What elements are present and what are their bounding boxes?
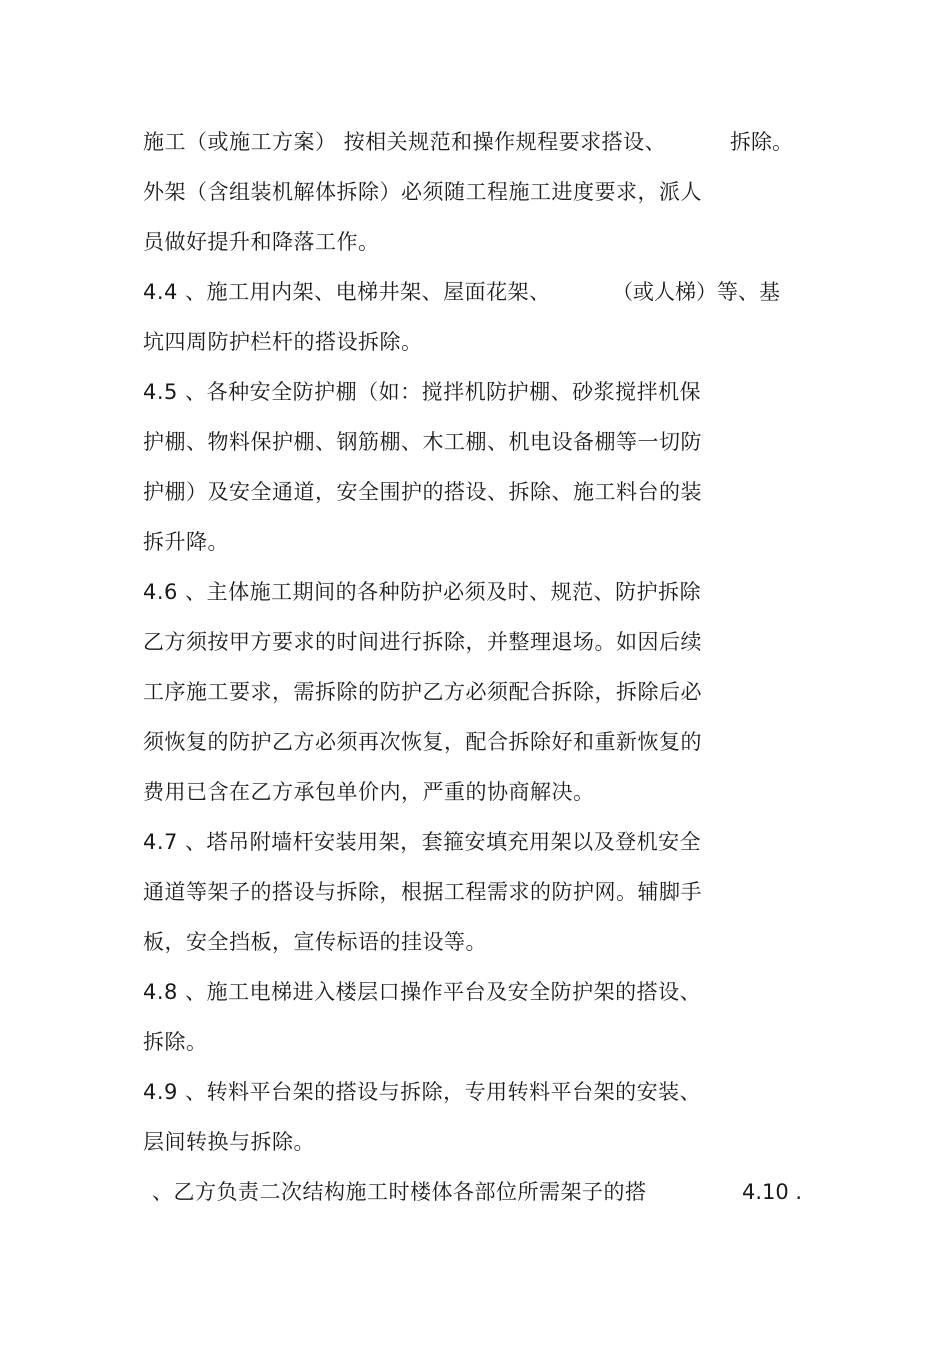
text-line-13: 须恢复的防护乙方必须再次恢复，配合拆除好和重新恢复的 xyxy=(143,730,702,754)
text-line-4-tail: （或人梯）等、基 xyxy=(612,280,780,304)
text-line-2: 外架（含组装机解体拆除）必须随工程施工进度要求，派人 xyxy=(143,180,702,204)
text-line-9: 拆升降。 xyxy=(143,530,229,554)
text-line-19: 拆除。 xyxy=(143,1030,208,1054)
text-line-1-tail: 拆除。 xyxy=(730,130,793,154)
text-line-1: 施工（或施工方案） 按相关规范和操作规程要求搭设、 xyxy=(143,130,667,154)
text-line-8: 护棚）及安全通道，安全围护的搭设、拆除、施工料台的装 xyxy=(143,480,702,504)
text-line-7: 护棚、物料保护棚、钢筋棚、木工棚、机电设备棚等一切防 xyxy=(143,430,702,454)
text-line-22-tail: 4.10 . xyxy=(742,1180,803,1204)
text-line-11: 乙方须按甲方要求的时间进行拆除，并整理退场。如因后续 xyxy=(143,630,702,654)
text-line-6: 4.5 、各种安全防护棚（如：搅拌机防护棚、砂浆搅拌机保 xyxy=(143,380,702,404)
text-line-22: 、乙方负责二次结构施工时楼体各部位所需架子的搭 xyxy=(152,1180,647,1204)
text-line-10: 4.6 、主体施工期间的各种防护必须及时、规范、防护拆除 xyxy=(143,580,702,604)
text-line-18: 4.8 、施工电梯进入楼层口操作平台及安全防护架的搭设、 xyxy=(143,980,702,1004)
text-line-16: 通道等架子的搭设与拆除，根据工程需求的防护网。辅脚手 xyxy=(143,880,702,904)
text-line-3: 员做好提升和降落工作。 xyxy=(143,230,380,254)
text-line-5: 坑四周防护栏杆的搭设拆除。 xyxy=(143,330,423,354)
text-line-14: 费用已含在乙方承包单价内，严重的协商解决。 xyxy=(143,780,595,804)
text-line-20: 4.9 、转料平台架的搭设与拆除，专用转料平台架的安装、 xyxy=(143,1080,702,1104)
text-line-12: 工序施工要求，需拆除的防护乙方必须配合拆除，拆除后必 xyxy=(143,680,702,704)
text-line-21: 层间转换与拆除。 xyxy=(143,1130,315,1154)
text-line-4: 4.4 、施工用内架、电梯井架、屋面花架、 xyxy=(143,280,551,304)
text-line-17: 板，安全挡板，宣传标语的挂设等。 xyxy=(143,930,487,954)
text-line-15: 4.7 、塔吊附墙杆安装用架，套箍安填充用架以及登机安全 xyxy=(143,830,702,854)
